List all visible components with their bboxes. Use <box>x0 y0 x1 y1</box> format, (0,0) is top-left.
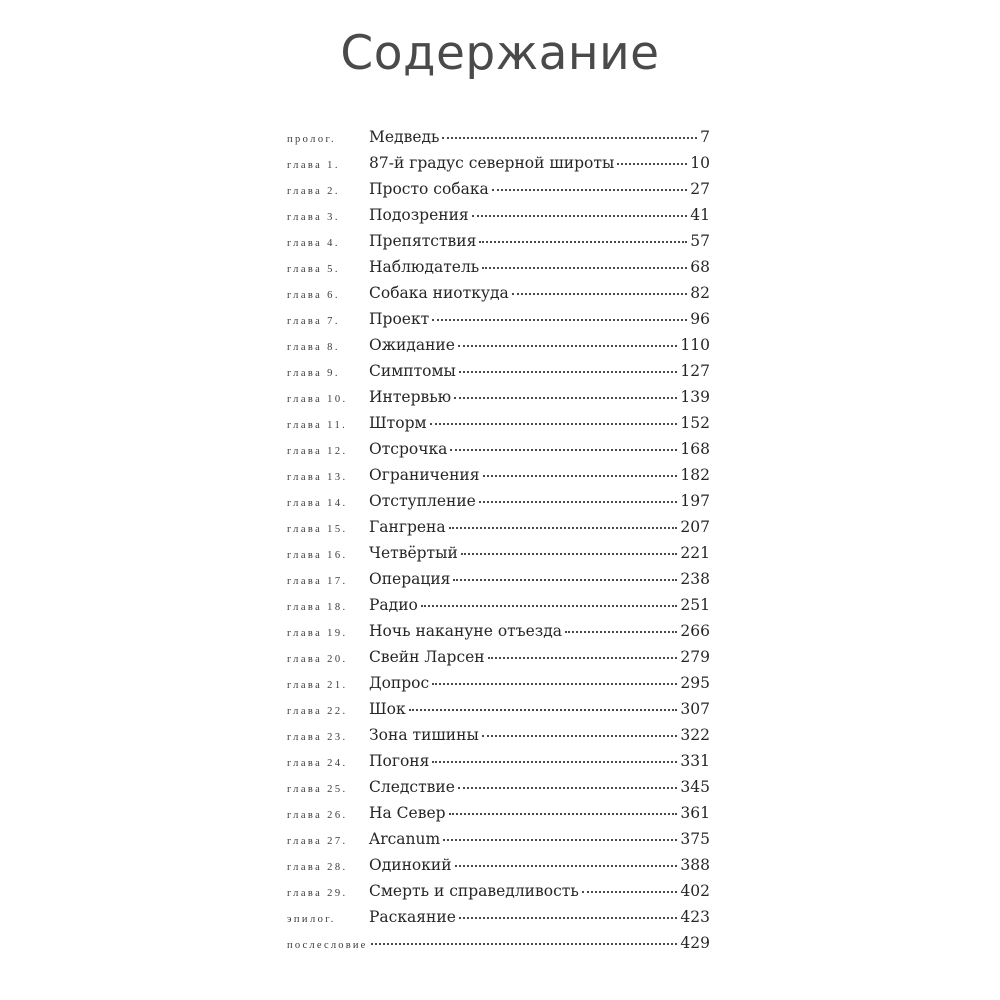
chapter-title: Зона тишины <box>369 726 479 744</box>
chapter-label: глава 27. <box>287 836 348 847</box>
chapter-label: глава 8. <box>287 342 340 353</box>
toc-entry <box>287 644 710 670</box>
toc-entry <box>287 540 710 566</box>
chapter-title: Раскаяние <box>369 908 456 926</box>
chapter-title: Медведь <box>369 128 440 146</box>
page-number: 345 <box>680 778 710 796</box>
chapter-label: послесловие <box>287 940 368 951</box>
chapter-label: глава 15. <box>287 524 348 535</box>
dot-leader <box>453 579 677 581</box>
dot-leader <box>442 137 697 139</box>
toc-entry <box>287 748 710 774</box>
dot-leader <box>454 397 677 399</box>
chapter-label: глава 26. <box>287 810 348 821</box>
chapter-label: глава 9. <box>287 368 340 379</box>
toc-entry <box>287 332 710 358</box>
chapter-title: Гангрена <box>369 518 446 536</box>
dot-leader <box>488 657 678 659</box>
toc-entry <box>287 826 710 852</box>
chapter-label: глава 16. <box>287 550 348 561</box>
page-number: 423 <box>680 908 710 926</box>
toc-entry <box>287 280 710 306</box>
dot-leader <box>458 787 677 789</box>
page-number: 139 <box>680 388 710 406</box>
page-number: 168 <box>680 440 710 458</box>
dot-leader <box>461 553 678 555</box>
chapter-title: Одинокий <box>369 856 452 874</box>
toc-entry <box>287 722 710 748</box>
chapter-label: глава 3. <box>287 212 340 223</box>
page-number: 182 <box>680 466 710 484</box>
chapter-title: Отсрочка <box>369 440 448 458</box>
page-number: 152 <box>680 414 710 432</box>
toc-entry <box>287 930 710 956</box>
toc-entry <box>287 566 710 592</box>
page-number: 27 <box>690 180 710 198</box>
toc-entry <box>287 852 710 878</box>
chapter-title: Arcanum <box>369 830 441 848</box>
chapter-label: глава 28. <box>287 862 348 873</box>
page-number: 402 <box>680 882 710 900</box>
page-number: 110 <box>680 336 710 354</box>
page-number: 375 <box>680 830 710 848</box>
chapter-title: Подозрения <box>369 206 469 224</box>
dot-leader <box>479 241 687 243</box>
toc-entry <box>287 176 710 202</box>
dot-leader <box>432 319 687 321</box>
page-number: 307 <box>680 700 710 718</box>
page-number: 96 <box>690 310 710 328</box>
chapter-title: Ожидание <box>369 336 455 354</box>
dot-leader <box>492 189 687 191</box>
chapter-title: 87-й градус северной широты <box>369 154 615 172</box>
chapter-label: глава 21. <box>287 680 348 691</box>
dot-leader <box>482 267 687 269</box>
page-number: 7 <box>700 128 710 146</box>
toc-entry <box>287 618 710 644</box>
chapter-label: глава 19. <box>287 628 348 639</box>
dot-leader <box>512 293 687 295</box>
chapter-label: глава 7. <box>287 316 340 327</box>
chapter-label: глава 1. <box>287 160 340 171</box>
chapter-title: Погоня <box>369 752 430 770</box>
chapter-label: эпилог. <box>287 914 336 925</box>
chapter-label: глава 2. <box>287 186 340 197</box>
chapter-label: глава 4. <box>287 238 340 249</box>
toc-entry <box>287 202 710 228</box>
chapter-title: Просто собака <box>369 180 489 198</box>
dot-leader <box>565 631 677 633</box>
dot-leader <box>432 683 677 685</box>
dot-leader <box>458 345 677 347</box>
chapter-title: Проект <box>369 310 430 328</box>
chapter-title: На Север <box>369 804 446 822</box>
page-number: 57 <box>690 232 710 250</box>
chapter-label: глава 13. <box>287 472 348 483</box>
chapter-label: глава 23. <box>287 732 348 743</box>
chapter-title: Ограничения <box>369 466 480 484</box>
page-number: 197 <box>680 492 710 510</box>
page-number: 266 <box>680 622 710 640</box>
dot-leader <box>479 501 678 503</box>
dot-leader <box>449 813 678 815</box>
dot-leader <box>472 215 688 217</box>
dot-leader <box>582 891 678 893</box>
page-number: 322 <box>680 726 710 744</box>
toc-entry <box>287 488 710 514</box>
chapter-label: глава 14. <box>287 498 348 509</box>
chapter-label: глава 10. <box>287 394 348 405</box>
chapter-label: глава 6. <box>287 290 340 301</box>
chapter-title: Четвёртый <box>369 544 458 562</box>
toc-entry <box>287 384 710 410</box>
toc-entry <box>287 514 710 540</box>
toc-entry <box>287 592 710 618</box>
toc-entry <box>287 358 710 384</box>
toc-entry <box>287 904 710 930</box>
chapter-title: Ночь накануне отъезда <box>369 622 563 640</box>
page-number: 10 <box>690 154 710 172</box>
page-number: 429 <box>680 934 710 952</box>
toc-entry <box>287 462 710 488</box>
chapter-label: глава 18. <box>287 602 348 613</box>
page-number: 207 <box>680 518 710 536</box>
toc-entry <box>287 696 710 722</box>
chapter-title: Допрос <box>369 674 430 692</box>
page-number: 82 <box>690 284 710 302</box>
dot-leader <box>371 943 678 945</box>
dot-leader <box>459 917 678 919</box>
dot-leader <box>430 423 678 425</box>
chapter-title: Следствие <box>369 778 455 796</box>
chapter-title: Операция <box>369 570 451 588</box>
chapter-title: Препятствия <box>369 232 477 250</box>
toc-entry <box>287 124 710 150</box>
chapter-label: глава 24. <box>287 758 348 769</box>
toc-entry <box>287 306 710 332</box>
dot-leader <box>443 839 677 841</box>
chapter-label: глава 5. <box>287 264 340 275</box>
page-title: Содержание <box>340 26 660 81</box>
toc-entry <box>287 670 710 696</box>
toc-entry <box>287 878 710 904</box>
chapter-label: глава 12. <box>287 446 348 457</box>
chapter-title: Симптомы <box>369 362 456 380</box>
chapter-title: Интервью <box>369 388 452 406</box>
table-of-contents <box>287 124 710 956</box>
page-number: 127 <box>680 362 710 380</box>
chapter-label: пролог. <box>287 134 337 145</box>
dot-leader <box>449 527 678 529</box>
dot-leader <box>459 371 678 373</box>
chapter-label: глава 17. <box>287 576 348 587</box>
page-number: 295 <box>680 674 710 692</box>
page-number: 331 <box>680 752 710 770</box>
dot-leader <box>421 605 678 607</box>
page-number: 251 <box>680 596 710 614</box>
page-number: 68 <box>690 258 710 276</box>
chapter-label: глава 22. <box>287 706 348 717</box>
dot-leader <box>409 709 678 711</box>
dot-leader <box>483 475 678 477</box>
page-number: 279 <box>680 648 710 666</box>
toc-entry <box>287 410 710 436</box>
page-number: 361 <box>680 804 710 822</box>
toc-entry <box>287 254 710 280</box>
page-number: 388 <box>680 856 710 874</box>
chapter-label: глава 29. <box>287 888 348 899</box>
toc-entry <box>287 150 710 176</box>
chapter-label: глава 11. <box>287 420 348 431</box>
chapter-label: глава 20. <box>287 654 348 665</box>
chapter-title: Смерть и справедливость <box>369 882 579 900</box>
dot-leader <box>455 865 678 867</box>
dot-leader <box>450 449 677 451</box>
dot-leader <box>617 163 687 165</box>
chapter-title: Наблюдатель <box>369 258 480 276</box>
dot-leader <box>482 735 678 737</box>
toc-entry <box>287 774 710 800</box>
toc-entry <box>287 800 710 826</box>
toc-entry <box>287 436 710 462</box>
chapter-title: Шок <box>369 700 406 718</box>
toc-entry <box>287 228 710 254</box>
page-number: 238 <box>680 570 710 588</box>
page-number: 221 <box>680 544 710 562</box>
page-number: 41 <box>690 206 710 224</box>
chapter-title: Шторм <box>369 414 427 432</box>
chapter-title: Отступление <box>369 492 476 510</box>
chapter-label: глава 25. <box>287 784 348 795</box>
dot-leader <box>432 761 677 763</box>
chapter-title: Радио <box>369 596 418 614</box>
chapter-title: Собака ниоткуда <box>369 284 509 302</box>
chapter-title: Свейн Ларсен <box>369 648 485 666</box>
